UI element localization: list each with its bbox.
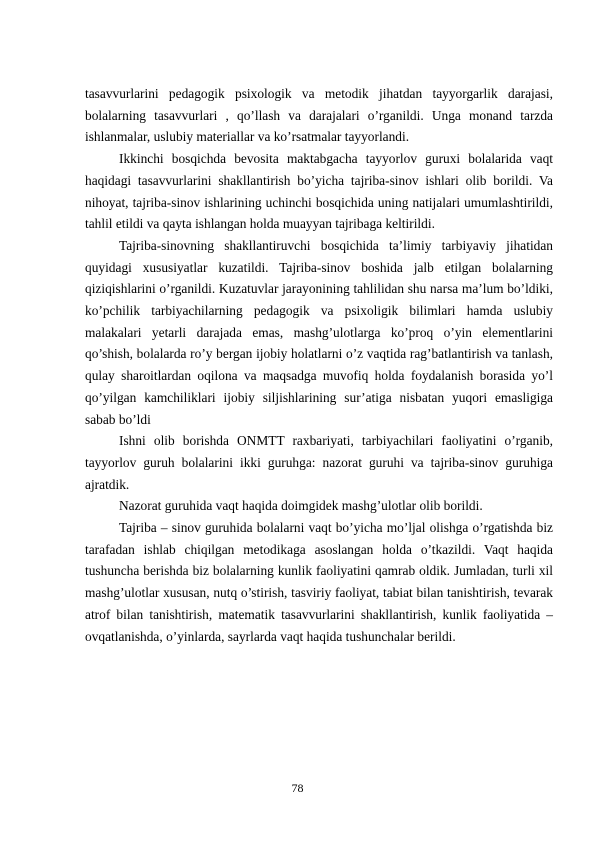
paragraph-2: Ikkinchi bosqichda bevosita maktabgacha tayyorlov guruxi bolalarida vaqt haqidagi tasavvurlarini shakllantirish bo’yicha tajriba-sinov ishlari olib borildi. Va nihoyat, tajriba-sinov ishlarining uchinchi bosqichida uning natijalari umumlashtirildi, tahlil etildi va qayta ishlangan holda muayyan tajribaga keltirildi.: [85, 151, 553, 232]
paragraph-6: Tajriba – sinov guruhida bolalarni vaqt bo’yicha mo’ljal olishga o’rgatishda biz tarafadan ishlab chiqilgan metodikaga asoslangan holda o’tkazildi. Vaqt haqida tushuncha berishda biz bolalarning kunlik faoliyatini qamrab oldik. Jumladan, turli xil mashg’ulotlar xususan, nutq o’stirish, tasviriy faoliyat, tabiat bilan tanishtirish, tevarak atrof bilan tanishtirish, matematik tasavvurlarini shakllantirish, kunlik faoliyatida – ovqatlanishda, o’yinlarda, sayrlarda vaqt haqida tushunchalar berildi.: [85, 520, 553, 644]
page-number: 78: [291, 781, 304, 795]
paragraph-1: tasavvurlarini pedagogik psixologik va metodik jihatdan tayyorgarlik darajasi, bolalarning tasavvurlari , qo’llash va darajalari o’rganildi. Unga monand tarzda ishlanmalar, uslubiy materiallar va ko’rsatmalar tayyorlandi.: [85, 86, 553, 145]
paragraph-3: Tajriba-sinovning shakllantiruvchi bosqichida ta’limiy tarbiyaviy jihatidan quyidagi xususiyatlar kuzatildi. Tajriba-sinov boshida jalb etilgan bolalarning qiziqishlarini o’rganildi. Kuzatuvlar jarayonining tahlilidan shu narsa ma’lum bo’ldiki, ko’pchilik tarbiyachilarning pedagogik va psixoligik bilimlari hamda uslubiy malakalari yetarli darajada emas, mashg’ulotlarga ko’proq o’yin elementlarini qo’shish, bolalarda ro’y bergan ijobiy holatlarni o’z vaqtida rag’batlantirish va tanlash, qulay sharoitlardan oqilona va maqsadga muvofiq holda foydalanish borasida yo’l qo’yilgan kamchiliklari ijobiy siljishlarining sur’atiga nisbatan yuqori emasligiga sabab bo’ldi: [85, 237, 553, 427]
paragraph-5: Nazorat guruhida vaqt haqida doimgidek mashg’ulotlar olib borildi.: [119, 498, 483, 514]
document-body: [85, 83, 553, 647]
paragraph-4: Ishni olib borishda ONMTT raxbariyati, tarbiyachilari faoliyatini o’rganib, tayyorlov guruh bolalarini ikki guruhga: nazorat guruhi va tajriba-sinov guruhiga ajratdik.: [85, 433, 553, 492]
